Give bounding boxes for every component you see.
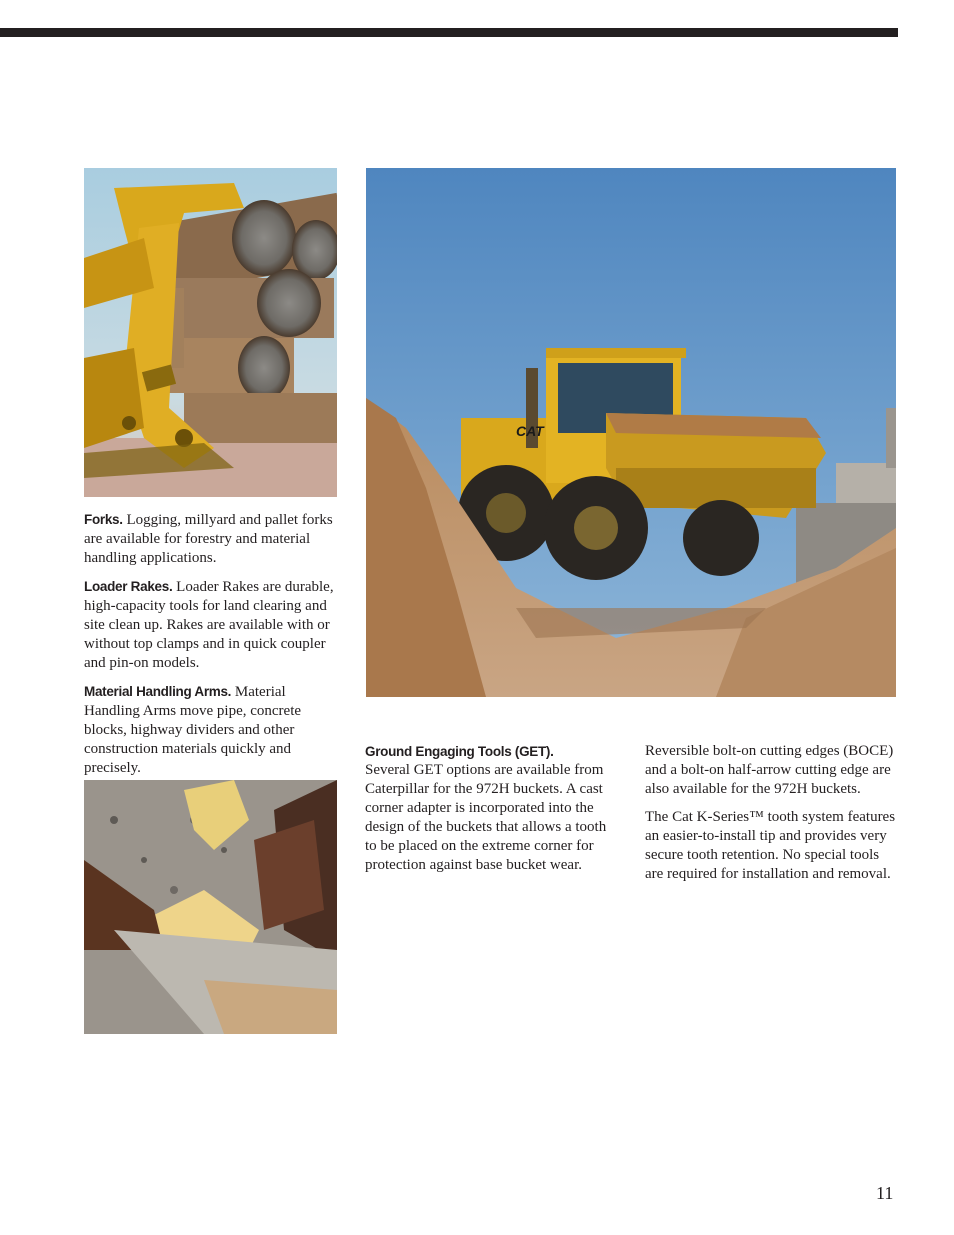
material-handling-arms-body: Material Handling Arms move pipe, concrete blocks, highway dividers and other construction materials quickly and precisely. [84,684,302,776]
forks-paragraph [84,510,340,568]
k-series-paragraph: The Cat K-Series™ tooth system features an easier-to-install tip and provides very secure tooth retention. No special tools are required for installation and removal. [645,809,896,882]
wheel-loader-photo [366,168,896,697]
forks-photo [84,168,337,497]
page-number: 11 [876,1183,894,1203]
right-column-text [645,742,901,893]
get-heading: Ground Engaging Tools (GET). [365,744,554,759]
material-handling-arms-paragraph [84,682,340,778]
get-photo [84,780,337,1034]
material-handling-arms-heading: Material Handling Arms. [84,684,232,699]
forks-body: Logging, millyard and pallet forks are available for forestry and material handling applications. [84,512,333,566]
get-paragraph [365,742,621,875]
loader-rakes-paragraph [84,577,340,673]
left-column-text [84,510,340,787]
get-body: Several GET options are available from Caterpillar for the 972H buckets. A cast corner adapter is incorporated into the design of the buckets that allows a tooth to be placed on the extreme corner for protection against base bucket wear. [365,762,607,873]
loader-rakes-heading: Loader Rakes. [84,579,173,594]
svg-text:CAT: CAT [516,423,544,439]
top-rule [0,28,898,37]
middle-column-text [365,742,621,884]
boce-paragraph: Reversible bolt-on cutting edges (BOCE) and a bolt-on half-arrow cutting edge are also available for the 972H buckets. [645,743,894,797]
loader-rakes-body: Loader Rakes are durable, high-capacity tools for land clearing and site clean up. Rakes are available with or without top clamps and in quick coupler and pin-on models. [84,579,334,671]
forks-heading: Forks. [84,512,123,527]
